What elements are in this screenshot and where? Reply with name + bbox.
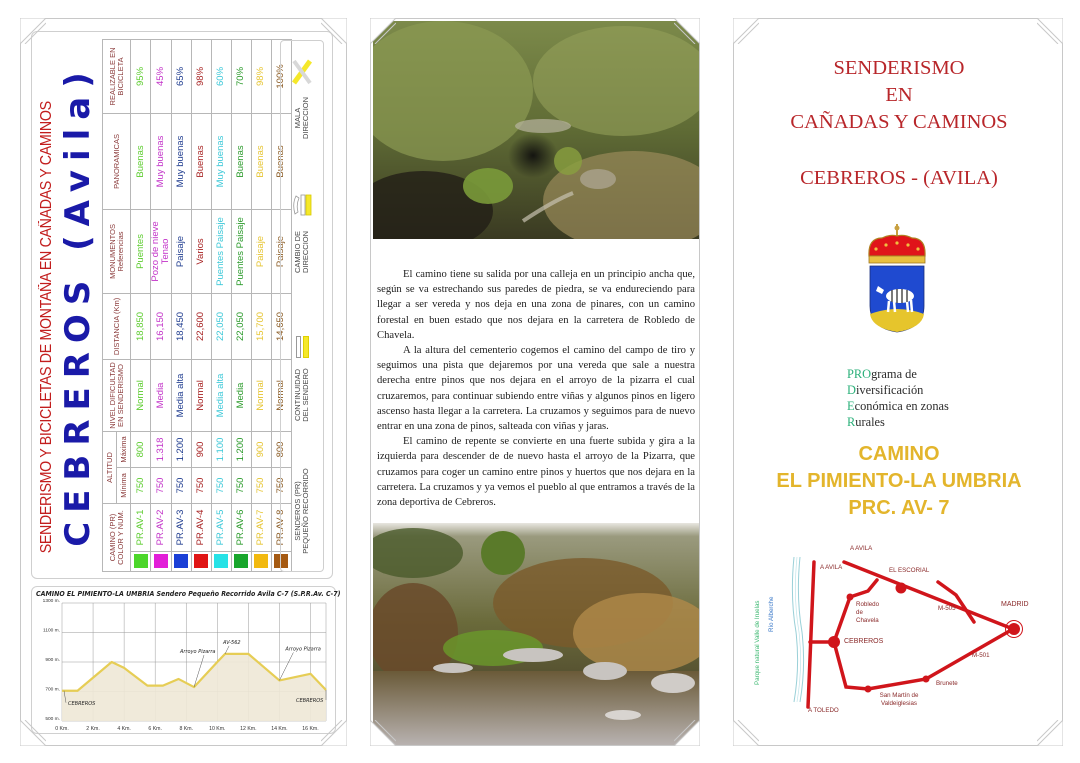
- col-minima: Mínima: [117, 467, 131, 503]
- legend-mala: [291, 41, 313, 161]
- difficulty: Normal: [131, 359, 151, 431]
- route-code: PR.AV-4: [191, 503, 211, 551]
- views: Muy buenas: [151, 113, 172, 209]
- direction-change-mark-icon: [292, 192, 312, 218]
- swatch: [131, 552, 151, 572]
- svg-text:AV-562: AV-562: [223, 639, 241, 646]
- map-label-a-toledo: A TOLEDO: [808, 707, 839, 714]
- altitude-min: 750: [271, 467, 291, 503]
- views: Muy buenas: [171, 113, 191, 209]
- map-label-m505: M-505: [938, 605, 956, 612]
- legend-senderos-label: SENDEROS (PR) PEQUEÑO RECORRIDO: [292, 468, 310, 554]
- route-color-swatch-icon: [134, 555, 148, 569]
- difficulty: Media alta: [211, 359, 231, 431]
- route-title-line-1: CAMINO: [858, 443, 940, 465]
- svg-text:14 Km.: 14 Km.: [271, 726, 288, 732]
- corner-ornament-icon: [674, 18, 700, 44]
- route-row: [211, 39, 231, 571]
- route-row: [131, 39, 151, 571]
- route-code: PR.AV-3: [171, 503, 191, 551]
- map-label-m501: M-501: [972, 652, 990, 659]
- route-code: PR.AV-2: [151, 503, 172, 551]
- route-description: [377, 267, 695, 510]
- distance: 22,600: [191, 293, 211, 359]
- corner-ornament-icon: [20, 18, 46, 44]
- middle-panel: [370, 18, 700, 746]
- distance: 15,700: [251, 293, 271, 359]
- col-maxima: Máxima: [117, 431, 131, 467]
- legend-cambio-label: CAMBIO DE DIRECCION: [292, 230, 310, 274]
- routes-table-body: [131, 39, 292, 571]
- map-label-brunete: Brunete: [936, 680, 958, 687]
- elevation-chart-title: CAMINO EL PIMIENTO-LA UMBRIA Sendero Pequeño Recorrido Avila C-7 (S.P.R.Av. C-7): [36, 590, 341, 598]
- landmarks: Paisaje: [251, 209, 271, 293]
- svg-text:500 m.: 500 m.: [45, 717, 60, 722]
- col-monumentos: MONUMENTOS Referencias: [103, 209, 131, 293]
- corner-ornament-icon: [20, 720, 46, 746]
- route-code: PR.AV-7: [251, 503, 271, 551]
- distance: 14,650: [271, 293, 291, 359]
- description-paragraph-3: El camino de repente se convierte en una fuerte subida y gira a la izquierda para descender de de nuevo hasta el arroyo de la Pizarra, que cruzamos para coger un camino entre pinos y huertos que nos dejara en la carretera. La cruzamos y ya vemos el pueblo al que entramos a través de la zona deportiva de Cebreros.: [377, 436, 695, 509]
- swatch: [231, 552, 251, 572]
- distance: 22,050: [231, 293, 251, 359]
- routes-summary-rotated: [32, 32, 333, 579]
- map-label-robledo: Robledo de Chavela: [856, 601, 880, 624]
- views: Buenas: [191, 113, 211, 209]
- difficulty: Media: [151, 359, 172, 431]
- landmarks: Puentes Paisaje: [231, 209, 251, 293]
- legend-senderos: [294, 451, 311, 571]
- altitude-max: 900: [251, 431, 271, 467]
- wrong-direction-x-icon: [291, 58, 313, 86]
- cover-title-line-3: CAÑADAS Y CAMINOS: [790, 111, 1008, 133]
- svg-text:10 Km.: 10 Km.: [209, 726, 226, 732]
- distance: 18,850: [131, 293, 151, 359]
- difficulty: Normal: [271, 359, 291, 431]
- corner-ornament-icon: [321, 18, 347, 44]
- landmarks: Paisaje: [171, 209, 191, 293]
- description-paragraph-1: El camino tiene su salida por una calleja en un principio ancha que, según se va estrechando sus paredes de piedra, se va endureciendo para llegar a ser vereda y nos deja en una zona de pinares, con un camino forestal en buen estado que nos dejara en la carretera de Robledo de Chavela.: [377, 269, 695, 341]
- altitude-min: 750: [231, 467, 251, 503]
- altitude-max: 1.100: [211, 431, 231, 467]
- legend-continuidad: [294, 311, 311, 451]
- right-panel-cover: [733, 18, 1063, 746]
- route-title-line-3: PRC. AV- 7: [848, 497, 950, 519]
- corner-ornament-icon: [1037, 18, 1063, 44]
- route-color-swatch-icon: [254, 555, 268, 569]
- corner-ornament-icon: [674, 720, 700, 746]
- route-code: PR.AV-6: [231, 503, 251, 551]
- landmarks: Puentes: [131, 209, 151, 293]
- landmarks: Paisaje: [271, 209, 291, 293]
- difficulty: Normal: [251, 359, 271, 431]
- routes-summary-frame: [31, 31, 333, 579]
- route-code: PR.AV-5: [211, 503, 231, 551]
- distance: 16,150: [151, 293, 172, 359]
- map-label-a-avila-top: A AVILA: [850, 545, 873, 552]
- altitude-max: 1.200: [231, 431, 251, 467]
- proder-line-2: Diversificación: [847, 383, 924, 397]
- route-code: PR.AV-1: [131, 503, 151, 551]
- altitude-min: 750: [211, 467, 231, 503]
- left-panel: [20, 18, 347, 746]
- col-altitud: ALTITUD: [103, 431, 117, 503]
- route-code: PR.AV-8: [271, 503, 291, 551]
- svg-text:1100 m.: 1100 m.: [43, 628, 60, 634]
- altitude-min: 750: [171, 467, 191, 503]
- corner-ornament-icon: [733, 18, 759, 44]
- svg-text:0 Km.: 0 Km.: [55, 726, 69, 732]
- proder-line-1: PROgrama de: [847, 367, 917, 381]
- cover-title-line-1: SENDERISMO: [833, 57, 965, 79]
- col-distancia: DISTANCIA (Km): [103, 293, 131, 359]
- route-color-swatch-icon: [154, 555, 168, 569]
- altitude-max: 800: [271, 431, 291, 467]
- corner-ornament-icon: [1037, 720, 1063, 746]
- bike-feasible: 98%: [191, 39, 211, 113]
- svg-text:16 Km.: 16 Km.: [302, 726, 319, 732]
- stream-photo: [373, 523, 699, 745]
- views: Buenas: [271, 113, 291, 209]
- route-row: [191, 39, 211, 571]
- route-row: [151, 39, 172, 571]
- difficulty: Normal: [191, 359, 211, 431]
- forest-path-photo: [373, 21, 699, 239]
- route-color-swatch-icon: [174, 555, 188, 569]
- bike-feasible: 45%: [151, 39, 172, 113]
- route-color-swatch-icon: [214, 555, 228, 569]
- corner-ornament-icon: [733, 720, 759, 746]
- svg-text:Arroyo Pizarra: Arroyo Pizarra: [180, 649, 216, 656]
- proder-line-4: Rurales: [847, 415, 885, 429]
- altitude-max: 900: [191, 431, 211, 467]
- svg-text:12 Km.: 12 Km.: [240, 726, 257, 732]
- corner-ornament-icon: [370, 720, 396, 746]
- route-color-swatch-icon: [194, 555, 208, 569]
- svg-text:700 m.: 700 m.: [45, 687, 60, 693]
- cover-subtitle: CEBREROS - (AVILA): [800, 167, 998, 189]
- landmarks: Puentes Paisaje: [211, 209, 231, 293]
- svg-text:6 Km.: 6 Km.: [148, 726, 162, 732]
- distance: 18,450: [171, 293, 191, 359]
- elevation-profile-chart: [31, 586, 341, 734]
- bike-feasible: 60%: [211, 39, 231, 113]
- altitude-min: 750: [251, 467, 271, 503]
- difficulty: Media: [231, 359, 251, 431]
- svg-text:2 Km.: 2 Km.: [86, 726, 100, 732]
- corner-ornament-icon: [321, 720, 347, 746]
- col-panoramicas: PANORAMICAS: [103, 113, 131, 209]
- svg-text:900 m.: 900 m.: [45, 658, 60, 663]
- description-paragraph-2: A la altura del cementerio cogemos el camino del campo de tiro y seguimos una pista que dejaremos por una vereda que sale a nuestra derecha entre pinos que nos dejara en el arroyo de la pizarra el cual cruzaremos, para continuar subiendo entre viñas y algunos pinos en ligero ascenso hasta llegar a la carretera. La cruzamos y seguimos para de nuevo entrar en una zona de pinos, salteada con viñas y jaras.: [377, 345, 695, 433]
- legend-continuidad-label: CONTINUIDAD DEL SENDERO: [292, 368, 310, 422]
- cover-title-line-2: EN: [885, 84, 913, 106]
- trail-marks-legend: [280, 40, 324, 572]
- summary-title: SENDERISMO Y BICICLETAS DE MONTAÑA EN CAÑADAS Y CAMINOS: [38, 101, 55, 554]
- map-label-a-avila-left: A AVILA: [820, 564, 843, 571]
- svg-text:4 Km.: 4 Km.: [117, 726, 131, 732]
- svg-text:CEBREROS: CEBREROS: [296, 698, 324, 705]
- altitude-max: 800: [131, 431, 151, 467]
- landmarks: Varios: [191, 209, 211, 293]
- swatch: [211, 552, 231, 572]
- views: Buenas: [251, 113, 271, 209]
- legend-cambio: [292, 161, 312, 311]
- road-map-graphic: [756, 537, 1041, 717]
- swatch: [251, 552, 271, 572]
- proder-line-3: Económica en zonas: [847, 399, 949, 413]
- route-color-swatch-icon: [234, 555, 248, 569]
- col-bicicleta: REALIZABLE EN BICICLETA: [103, 39, 131, 113]
- altitude-max: 1.318: [151, 431, 172, 467]
- views: Buenas: [231, 113, 251, 209]
- col-dificultad: NIVEL DIFICULTAD EN SENDERISMO: [103, 359, 131, 431]
- svg-text:CEBREROS: CEBREROS: [68, 700, 96, 707]
- swatch: [151, 552, 172, 572]
- altitude-min: 750: [151, 467, 172, 503]
- route-title-line-2: EL PIMIENTO-LA UMBRIA: [776, 470, 1022, 492]
- map-label-madrid: MADRID: [1001, 601, 1029, 608]
- bike-feasible: 70%: [231, 39, 251, 113]
- views: Muy buenas: [211, 113, 231, 209]
- map-label-el-escorial: EL ESCORIAL: [889, 567, 930, 574]
- difficulty: Media alta: [171, 359, 191, 431]
- landmarks: Pozo de nieve Tenao: [151, 209, 172, 293]
- legend-mala-label: MALA DIRECCION: [292, 96, 310, 140]
- views: Buenas: [131, 113, 151, 209]
- route-row: [171, 39, 191, 571]
- svg-text:1300 m.: 1300 m.: [42, 599, 60, 604]
- route-row: [231, 39, 251, 571]
- bike-feasible: 100%: [271, 39, 291, 113]
- corner-ornament-icon: [370, 18, 396, 44]
- map-label-cebreros: CEBREROS: [844, 638, 884, 645]
- altitude-min: 750: [191, 467, 211, 503]
- altitude-max: 1.200: [171, 431, 191, 467]
- svg-text:8 Km.: 8 Km.: [179, 726, 194, 732]
- distance: 22,050: [211, 293, 231, 359]
- route-row: [251, 39, 271, 571]
- location-map: [756, 537, 1041, 717]
- elevation-plot: [32, 587, 337, 735]
- proder-program-text: [847, 366, 949, 430]
- swatch: [171, 552, 191, 572]
- svg-text:Arroyo Pizarra: Arroyo Pizarra: [285, 646, 321, 653]
- col-camino: CAMINO (PR) COLOR Y NUM.: [103, 503, 131, 571]
- routes-table: [102, 39, 292, 572]
- swatch: [191, 552, 211, 572]
- continuity-mark-icon: [296, 336, 309, 358]
- map-label-san-martin: San Martín de Valdeiglesias: [879, 692, 919, 707]
- bike-feasible: 95%: [131, 39, 151, 113]
- bike-feasible: 65%: [171, 39, 191, 113]
- map-label-parque: Parque natural Valle de Iruelas: [754, 600, 761, 685]
- altitude-min: 750: [131, 467, 151, 503]
- bike-feasible: 98%: [251, 39, 271, 113]
- coat-of-arms-icon: [864, 222, 930, 342]
- summary-town-title: CEBREROS (Avila): [58, 63, 98, 547]
- map-label-rio-alberche: Río Alberche: [768, 596, 775, 632]
